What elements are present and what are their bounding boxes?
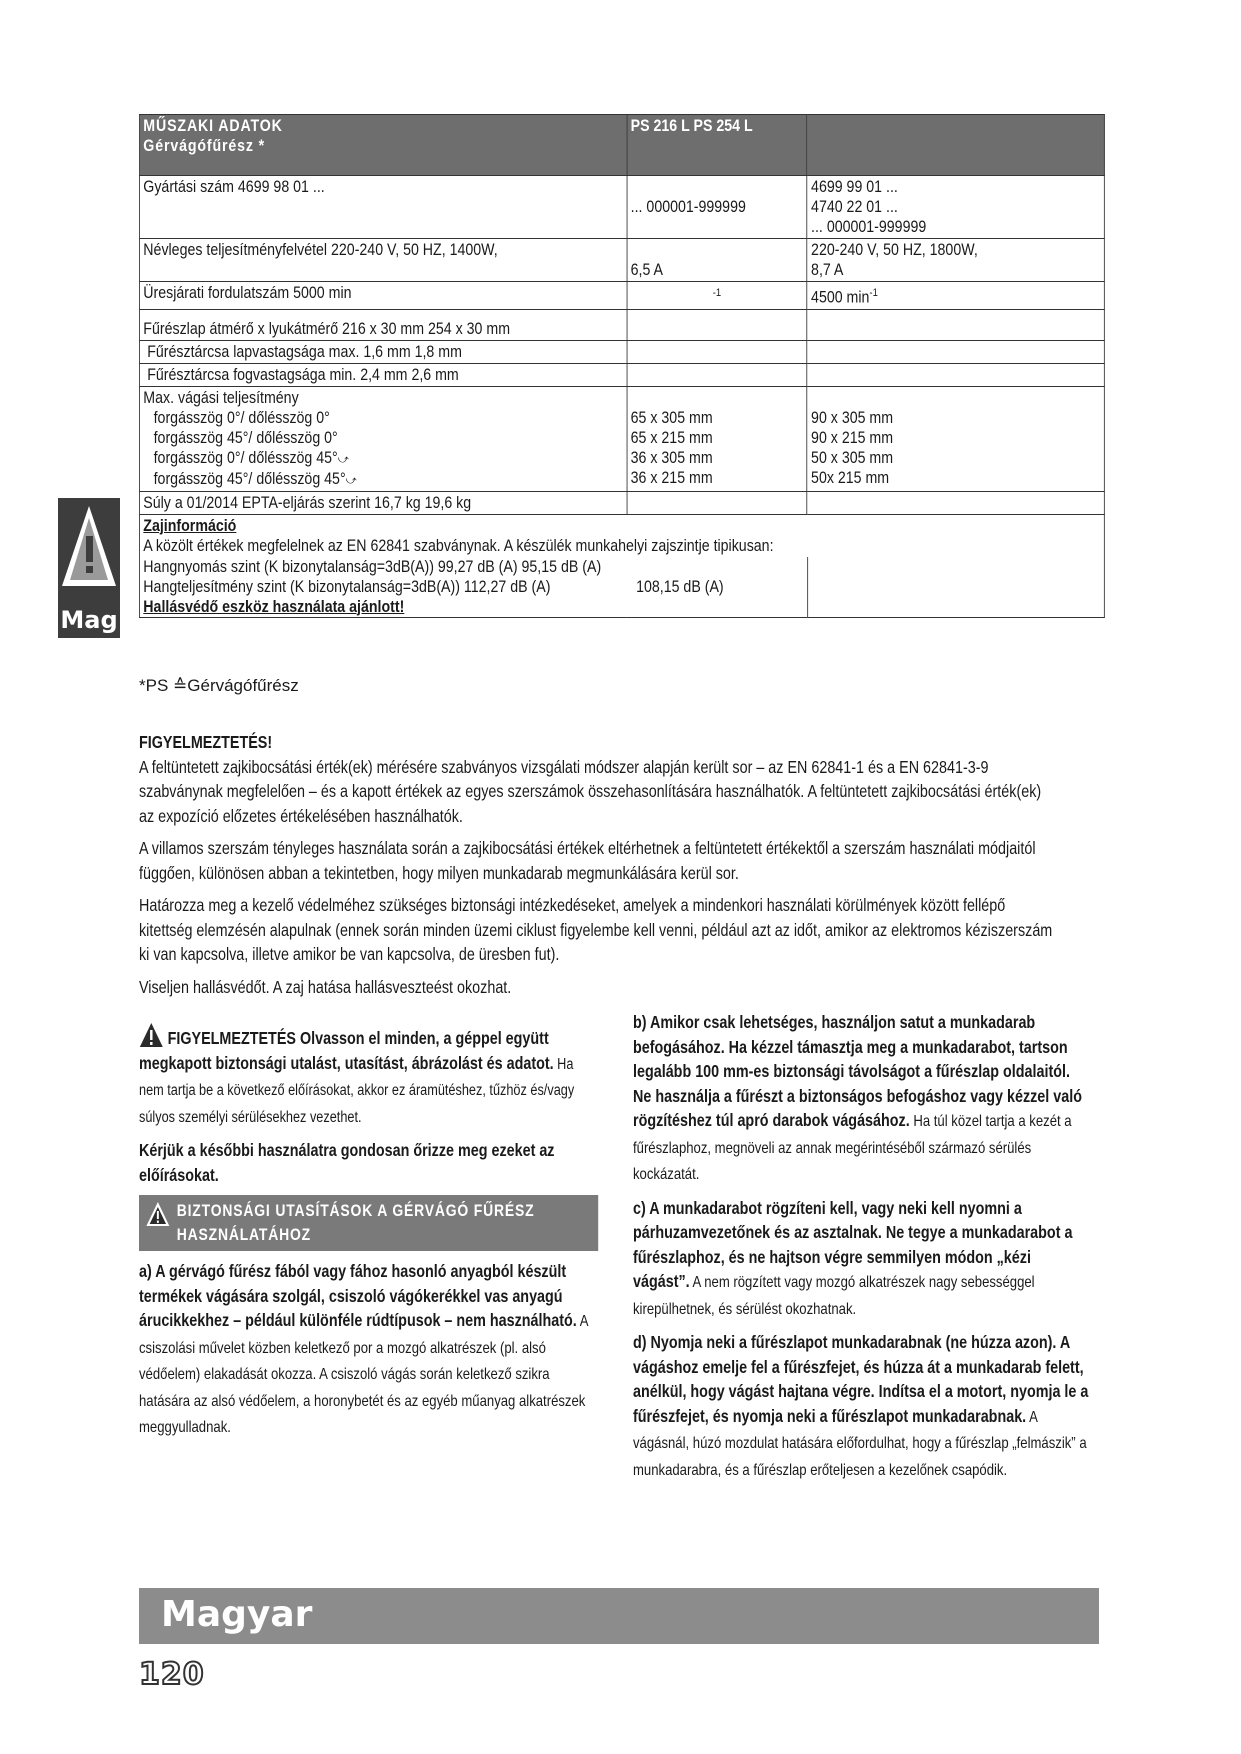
row-label: Névleges teljesítményfelvétel 220-240 V, 50 HZ, 1400W, bbox=[139, 239, 626, 282]
cut-value: 36 x 215 mm bbox=[630, 468, 713, 487]
table-row bbox=[139, 491, 1104, 514]
noise-advice: Hallásvédő eszköz használata ajánlott! bbox=[143, 597, 405, 616]
side-tab-label: Mag bbox=[60, 606, 118, 634]
footer-language-band bbox=[139, 1588, 1099, 1644]
row-label: Fűrésztárcsa fogvastagsága min. 2,4 mm 2,6 mm bbox=[139, 363, 626, 386]
table-title: MŰSZAKI ADATOK bbox=[143, 117, 283, 135]
right-column bbox=[633, 1010, 1103, 1491]
row-value: 8,7 A bbox=[811, 261, 844, 279]
table-row bbox=[139, 309, 1104, 340]
noise-power-value: 108,15 dB (A) bbox=[636, 577, 724, 596]
row-value: 4699 99 01 ... bbox=[811, 178, 898, 196]
noise-intro: A közölt értékek megfelelnek az EN 62841 szabványnak. A készülék munkahelyi zajszintje tipikusan: bbox=[143, 536, 774, 555]
row-value: 220-240 V, 50 HZ, 1800W, bbox=[811, 241, 978, 259]
cut-value: 36 x 305 mm bbox=[630, 448, 713, 467]
table-row-noise bbox=[139, 514, 1104, 617]
safety-warning-text: Ha nem tartja be a következő előírásokat, akkor ez áramütéshez, tűzhöz és/vagy súlyos személyi sérülésekhez vezethet. bbox=[139, 1055, 575, 1126]
warning-paragraph: Viseljen hallásvédőt. A zaj hatása hallásveszteést okozhat. bbox=[139, 976, 512, 997]
table-row-cut bbox=[139, 386, 1104, 491]
rule-b-text: Ha túl közel tartja a kezét a fűrészlaphoz, megnöveli az annak megérintéséből származó sérülés kockázatát. bbox=[633, 1113, 1072, 1183]
cut-label: forgásszög 0°/ dőlésszög 0° bbox=[153, 408, 330, 427]
cut-value: 90 x 305 mm bbox=[811, 408, 894, 427]
page-number: 120 bbox=[139, 1657, 205, 1692]
row-value: 4740 22 01 ... bbox=[811, 198, 898, 216]
table-models: PS 216 L PS 254 L bbox=[627, 115, 807, 176]
row-value: 6,5 A bbox=[630, 261, 664, 279]
table-subtitle: Gérvágófűrész * bbox=[143, 137, 266, 155]
warning-paragraph: A feltüntetett zajkibocsátási érték(ek) mérésére szabványos vizsgálati módszer alapján került sor – az EN 62841-1 és a EN 62841-3-9 szabványnak megfelelően – és a kapott értékek az egyes szerszámok összehasonlítására használhatók. A feltüntetett zajkibocsátási érték(ek) az expozíció előzetes értékelésében használhatók. bbox=[139, 756, 1042, 826]
table-row bbox=[139, 239, 1104, 282]
row-value-sup: -1 bbox=[869, 287, 878, 299]
table-header bbox=[139, 115, 1104, 176]
bevel-icon: ⤻ bbox=[345, 472, 357, 487]
noise-power: Hangteljesítmény szint (K bizonytalanság=3dB(A)) 112,27 dB (A) bbox=[143, 577, 551, 596]
cut-value: 50x 215 mm bbox=[811, 468, 890, 487]
warning-paragraph: A villamos szerszám tényleges használata során a zajkibocsátási értékek eltérhetnek a feltüntetett értékektől a szerszám használati módjaitól függően, különösen abban a tekintetben, hogy milyen munkadarab megmunkálására kerül sor. bbox=[139, 838, 1036, 883]
warning-triangle-icon bbox=[58, 498, 120, 596]
footer-language: Magyar bbox=[161, 1594, 313, 1635]
warning-icon bbox=[139, 1022, 164, 1048]
spec-table-grid bbox=[139, 114, 1105, 618]
safety-warning-bold: FIGYELMEZTETÉS Olvasson el minden, a géppel együtt megkapott biztonsági utalást, utasítást, ábrázolást és adatot. bbox=[139, 1028, 554, 1073]
keep-instructions: Kérjük a későbbi használatra gondosan őrizze meg ezeket az előírásokat. bbox=[139, 1140, 555, 1185]
cut-value: 50 x 305 mm bbox=[811, 448, 894, 467]
language-side-tab bbox=[58, 498, 120, 638]
row-label: Fűrésztárcsa lapvastagsága max. 1,6 mm 1,8 mm bbox=[139, 340, 626, 363]
warning-block bbox=[139, 730, 1099, 1007]
cut-label: forgásszög 45°/ dőlésszög 0° bbox=[153, 428, 338, 447]
row-value: -1 bbox=[712, 287, 722, 299]
footnote: *PS ≙Gérvágófűrész bbox=[139, 676, 299, 695]
table-row bbox=[139, 176, 1104, 239]
section-title: BIZTONSÁGI UTASÍTÁSOK A GÉRVÁGÓ FŰRÉSZ HASZNÁLATÁHOZ bbox=[176, 1201, 535, 1244]
table-row bbox=[139, 363, 1104, 386]
warning-paragraph: Határozza meg a kezelő védelméhez szükséges biztonsági intézkedéseket, amelyek a mindenkori használati körülmények között fellépő kitettség elemzésén alapulnak (ennek során minden üzemi ciklust figyelembe kell venni, például azt az időt, amikor az elektromos kéziszerszám ki van kapcsolva, illetve amikor be van kapcsolva, de üresben fut). bbox=[139, 895, 1053, 964]
cut-label: forgásszög 45°/ dőlésszög 45° bbox=[153, 469, 346, 488]
spec-table bbox=[139, 114, 1105, 618]
rule-a-bold: a) A gérvágó fűrész fából vagy fához hasonló anyagból készült termékek vágására szolgál, csiszoló vágókerékkel vas anyagú árucikkekhez – például különféle rúdtípusok – nem használható. bbox=[139, 1261, 577, 1330]
rule-d-bold: d) Nyomja neki a fűrészlapot munkadarabnak (ne húzza azon). A vágáshoz emelje fel a fűrészfejet, és húzza át a munkadarab felett, anélkül, hogy vágást hajtana végre. Indítsa el a motort, nyomja le a fűrészfejet, és nyomja neki a fűrészlapot munkadarabnak. bbox=[633, 1332, 1089, 1426]
cut-value: 90 x 215 mm bbox=[811, 428, 894, 447]
row-value: ... 000001-999999 bbox=[630, 198, 746, 216]
row-value: ... 000001-999999 bbox=[811, 218, 927, 236]
noise-pressure: Hangnyomás szint (K bizonytalanság=3dB(A)) 99,27 dB (A) 95,15 dB (A) bbox=[143, 557, 602, 576]
section-header bbox=[139, 1195, 598, 1251]
row-label: Fűrészlap átmérő x lyukátmérő 216 x 30 mm 254 x 30 mm bbox=[139, 309, 626, 340]
rule-c-bold: c) A munkadarabot rögzíteni kell, vagy neki kell nyomni a párhuzamvezetőnek és az asztalnak. Ne tegye a munkadarabot a fűrészlaphoz, és ne hajtson végre semmilyen módon „kézi vágást”. bbox=[633, 1197, 1073, 1291]
rule-b-bold: b) Amikor csak lehetséges, használjon satut a munkadarab befogásához. Ha kézzel támasztja meg a munkadarabot, tartson legalább 100 mm-es biztonsági távolságot a fűrészlap oldalaitól. Ne használja a fűrészt a biztonságos befogáshoz vagy kézzel való rögzítéshez túl apró darabok vágásához. bbox=[633, 1012, 1082, 1130]
rule-d-text: A vágásnál, húzó mozdulat hatására előfordulhat, hogy a fűrészlap „felmászik” a munkadarabra, és a fűrészlap erőteljesen a kezelőnek csapódik. bbox=[633, 1408, 1087, 1479]
row-label: Üresjárati fordulatszám 5000 min bbox=[139, 282, 626, 310]
cut-title: Max. vágási teljesítmény bbox=[143, 388, 299, 407]
cut-value: 65 x 215 mm bbox=[630, 428, 713, 447]
left-column bbox=[139, 1022, 611, 1449]
cut-value: 65 x 305 mm bbox=[630, 408, 713, 427]
bevel-icon: ⤻ bbox=[337, 451, 349, 466]
cut-label: forgásszög 0°/ dőlésszög 45° bbox=[153, 448, 338, 467]
row-label: Súly a 01/2014 EPTA-eljárás szerint 16,7 kg 19,6 kg bbox=[139, 491, 626, 514]
noise-title: Zajinformáció bbox=[143, 516, 237, 535]
warning-icon bbox=[146, 1201, 171, 1227]
row-value: 4500 min bbox=[811, 288, 870, 307]
table-row bbox=[139, 282, 1104, 310]
rule-c-text: A nem rögzített vagy mozgó alkatrészek nagy sebességgel kirepülhetnek, és sérülést okozhatnak. bbox=[633, 1274, 1035, 1318]
warning-title: FIGYELMEZTETÉS! bbox=[139, 732, 273, 752]
rule-a-text: A csiszolási művelet közben keletkező por a mozgó alkatrészek (pl. alsó védőelem) elakadását okozza. A csiszoló vágás során keletkező szikra hatására az alsó védőelem, a horonybetét és az egyéb műanyag alkatrészek meggyulladnak. bbox=[139, 1313, 588, 1436]
row-label: Gyártási szám 4699 98 01 ... bbox=[139, 176, 626, 239]
table-row bbox=[139, 340, 1104, 363]
